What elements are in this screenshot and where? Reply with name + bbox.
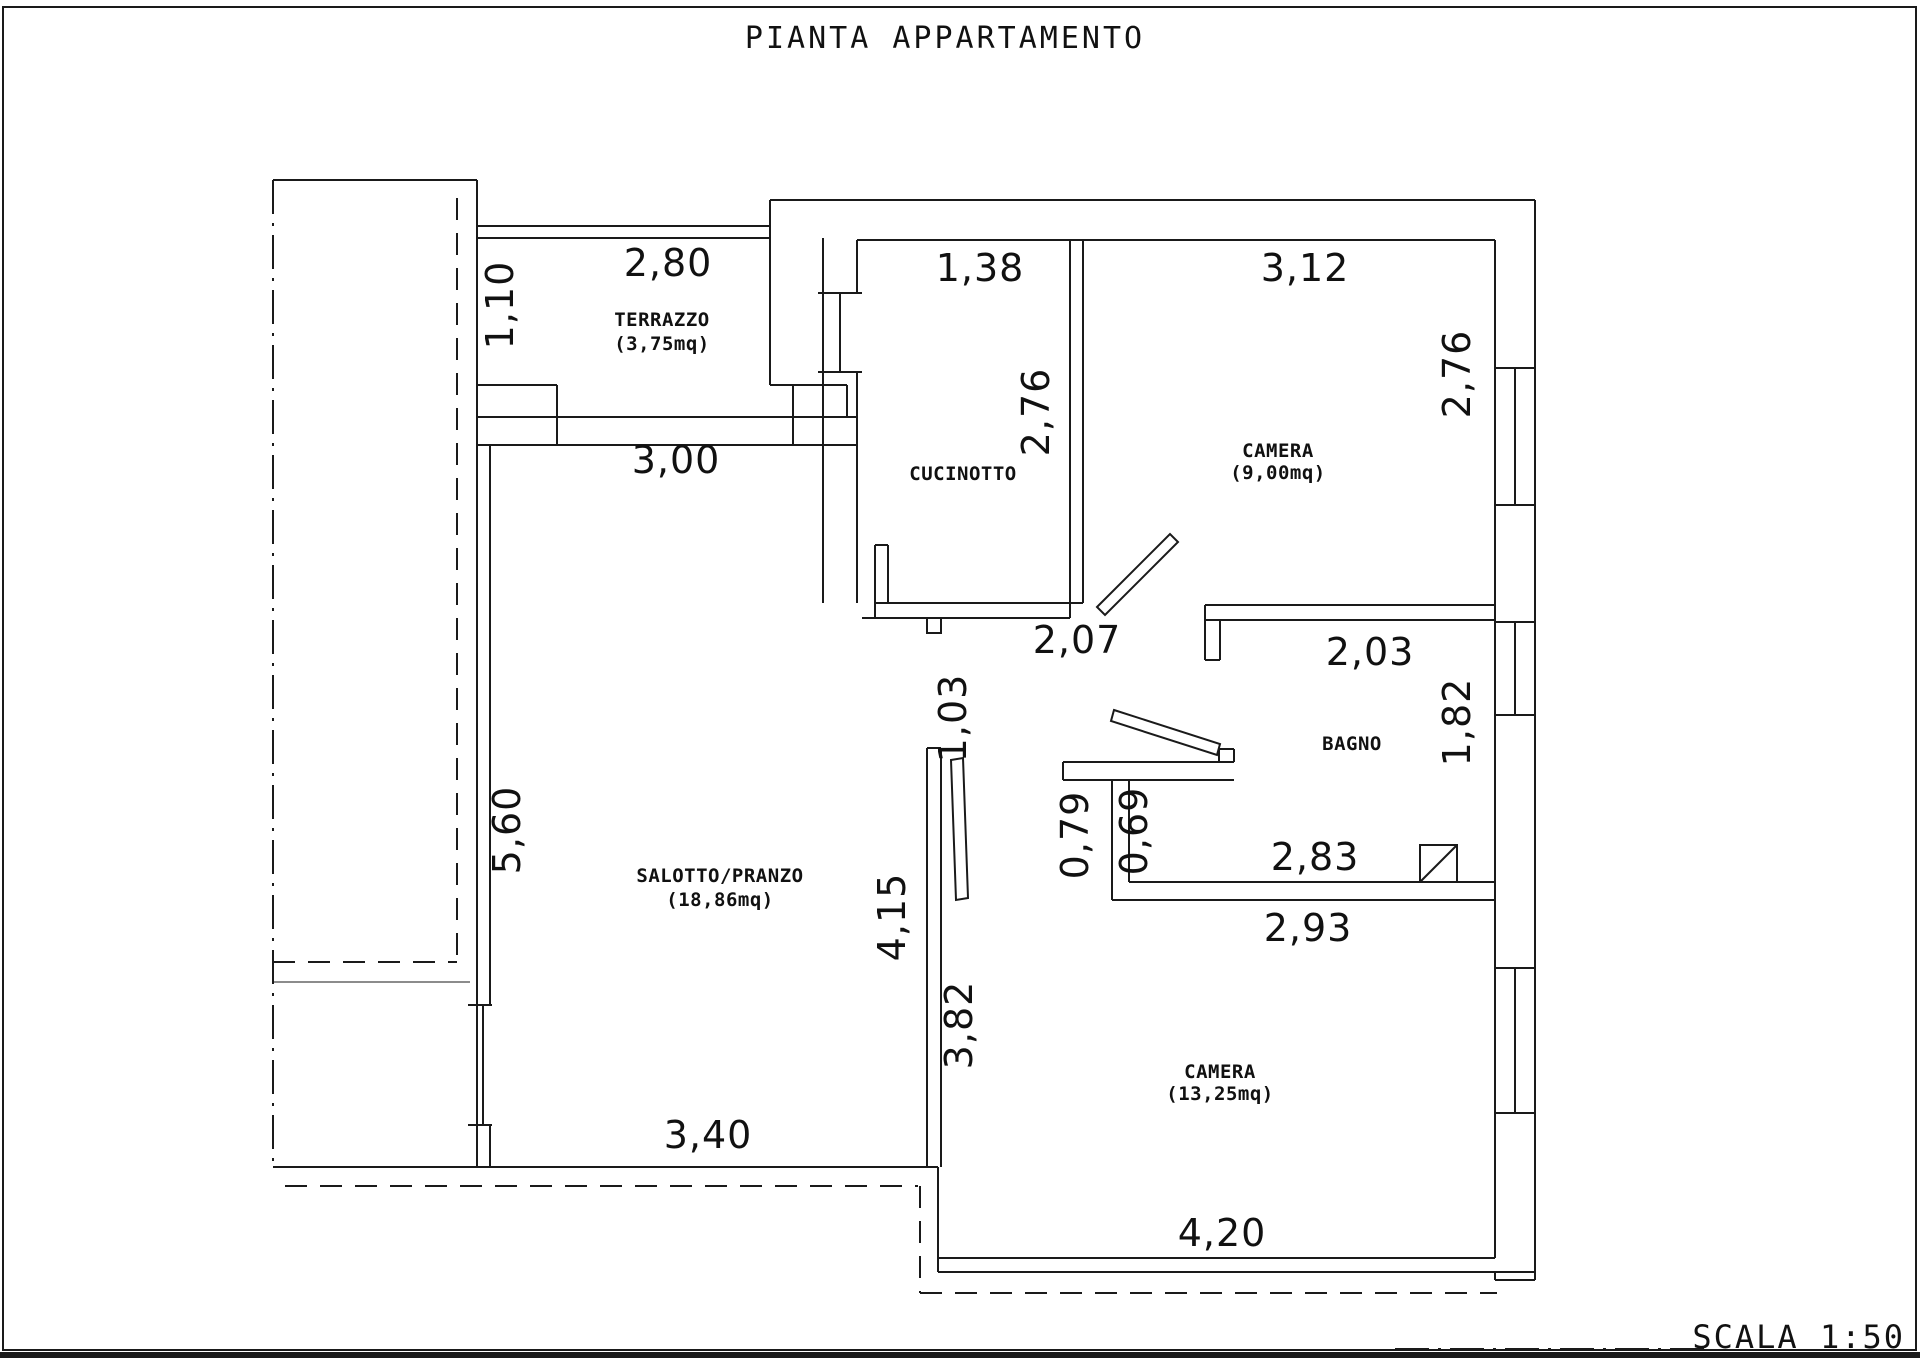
corridor-nib [927,618,941,633]
dim-camera1-depth: 2,76 [1435,329,1479,419]
label-camera1-area: (9,00mq) [1230,462,1326,484]
terrazzo-parapet-top [477,226,770,238]
dim-salotto-bottom: 3,40 [663,1113,753,1157]
salotto-camera2-divider [927,748,968,1167]
dim-terrazzo-depth: 1,10 [478,260,522,350]
dim-terrace-opening: 3,00 [631,438,721,482]
dim-salotto-left: 5,60 [485,785,529,875]
scale-label: SCALA 1:50 [1692,1318,1905,1356]
dim-corridor-right: 0,69 [1112,786,1156,876]
bagno-pilaster [1420,845,1457,882]
label-camera2: CAMERA [1184,1061,1256,1083]
dim-corridor-opening: 1,03 [931,673,975,763]
terrazzo-post-left [477,385,557,417]
camera1-door-leaf [1097,534,1178,615]
dim-camera2-bottom: 4,20 [1177,1211,1267,1255]
camera2-window [1495,968,1535,1113]
corner-pier [770,200,823,385]
dim-bagno-right: 1,82 [1435,677,1479,767]
bagno-top-wall [1205,605,1495,620]
label-camera2-area: (13,25mq) [1166,1083,1274,1105]
salotto-door-leaf [951,758,968,900]
pilaster-diagonal [1420,845,1457,882]
external-court-lines [273,180,938,1186]
right-wall-lines [1495,200,1535,1280]
label-camera1: CAMERA [1242,440,1314,462]
dim-bagno-bottom-inner: 2,83 [1270,835,1360,879]
dim-camera2-left: 3,82 [937,980,981,1070]
window-sills [468,1005,492,1125]
label-salotto: SALOTTO/PRANZO [636,865,804,887]
dim-cucinotto-bottom: 2,07 [1032,618,1122,662]
label-terrazzo-area: (3,75mq) [614,333,710,355]
cucinotto-bottom-wall [862,545,1083,618]
dim-terrazzo-width: 2,80 [623,241,713,285]
salotto-window [468,1005,492,1125]
cucinotto-east-wall [1070,240,1083,618]
bagno-bottom-wall [1112,882,1495,900]
label-bagno: BAGNO [1322,733,1382,755]
cucinotto-west-wall [818,238,862,603]
right-exterior-wall [1495,200,1535,1280]
bagno-top-nib [1205,620,1220,660]
dim-corridor-left: 0,79 [1053,790,1097,880]
bagno-door-frame [1063,749,1234,780]
bagno-door-leaf [1111,710,1220,755]
label-salotto-area: (18,86mq) [666,889,774,911]
dim-cucinotto-width: 1,38 [935,246,1025,290]
room-labels [614,309,1382,1105]
label-cucinotto: CUCINOTTO [909,463,1017,485]
dim-bagno-bottom-outer: 2,93 [1263,906,1353,950]
dim-camera1-width: 3,12 [1260,246,1350,290]
dim-bagno-top: 2,03 [1325,630,1415,674]
bagno-window [1495,622,1535,715]
camera1-window [1495,368,1535,505]
kitchen-window [818,293,862,372]
terrazzo-post-right [793,385,847,417]
label-terrazzo: TERRAZZO [614,309,710,331]
plan-title: PIANTA APPARTAMENTO [744,21,1146,56]
top-exterior-wall [770,200,1535,240]
divider-wall [927,748,941,1167]
dim-salotto-right: 4,15 [870,872,914,962]
dim-cucinotto-depth: 2,76 [1014,367,1058,457]
